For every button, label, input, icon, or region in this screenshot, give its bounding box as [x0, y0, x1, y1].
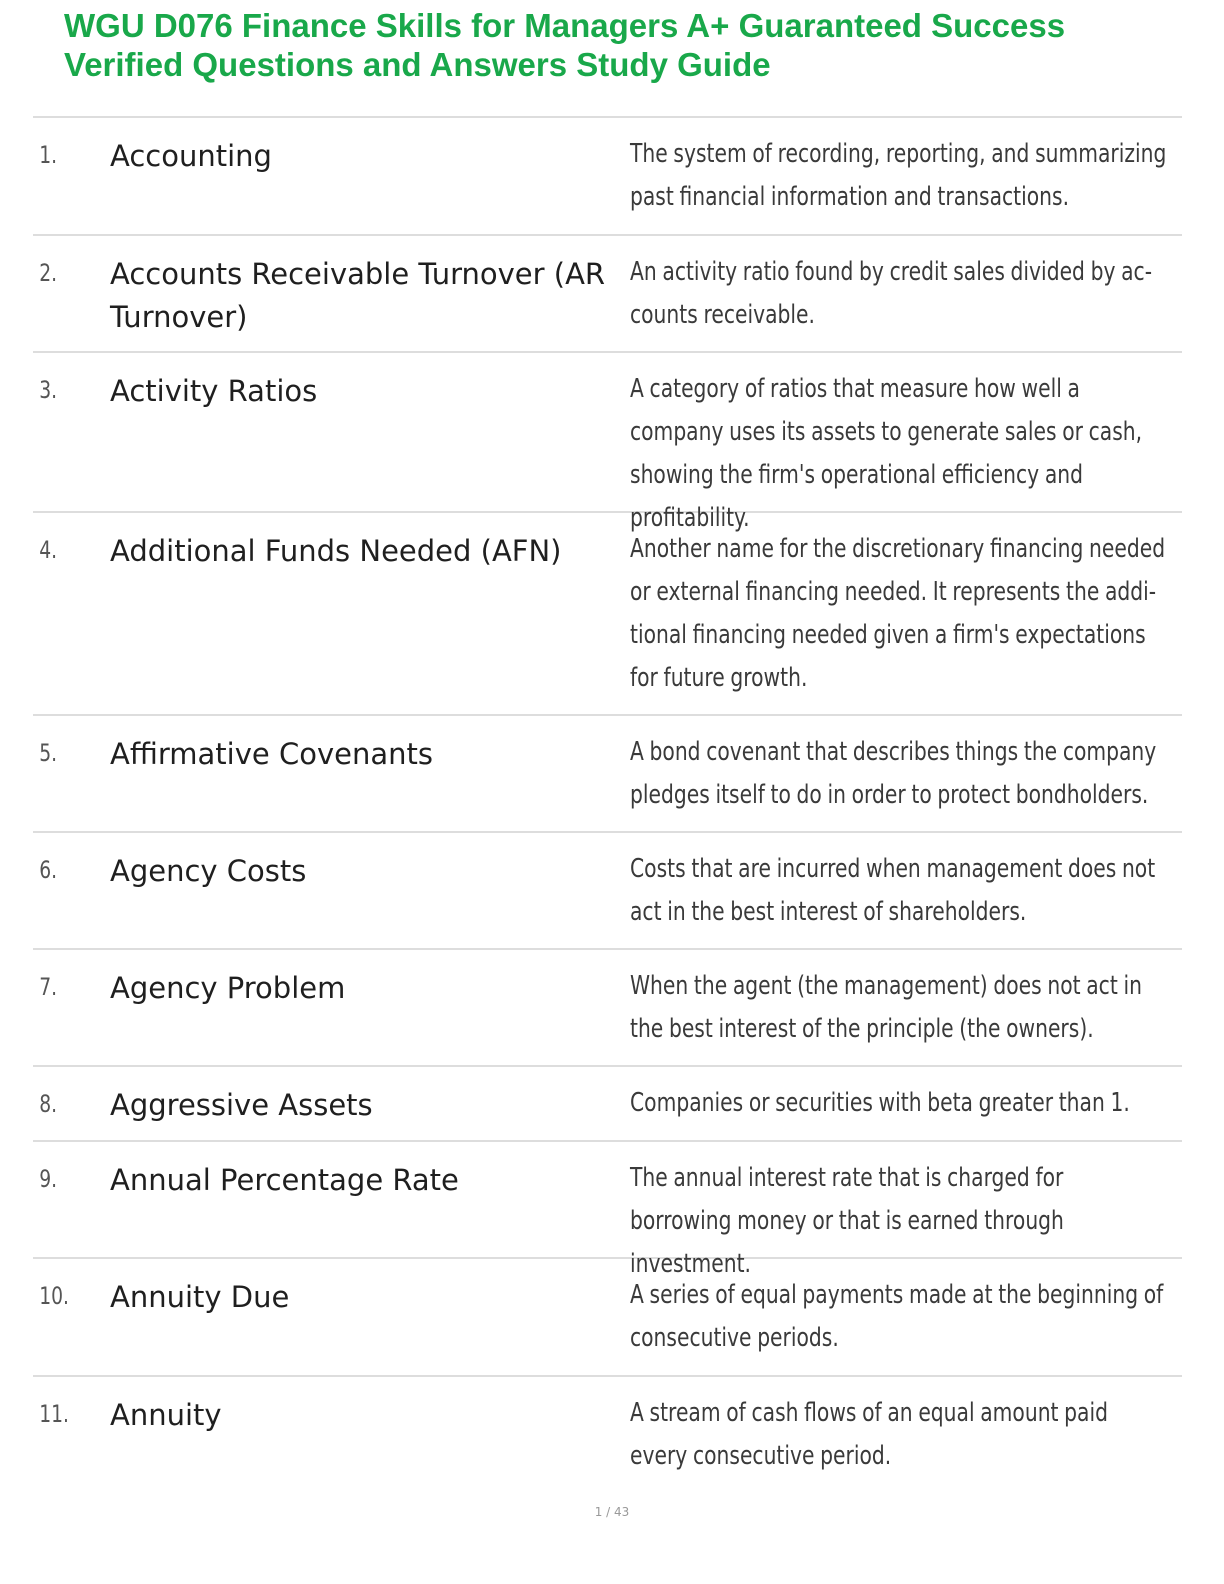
- entry-definition: The system of recording, reporting, and summarizing past financial information and transactions.: [630, 139, 1167, 212]
- glossary-row: [33, 716, 1182, 833]
- entry-term: Aggressive Assets: [110, 1088, 373, 1122]
- entry-definition: When the agent (the management) does not act in the best interest of the principle (the owners).: [630, 971, 1142, 1044]
- entry-term: Annual Percentage Rate: [110, 1163, 459, 1197]
- entry-number: 10.: [39, 1282, 70, 1310]
- entry-definition-cell: [630, 513, 1182, 714]
- glossary-row: [33, 1067, 1182, 1142]
- entry-term: Annuity Due: [110, 1280, 290, 1314]
- entry-definition-cell: [630, 833, 1182, 948]
- entry-definition-cell: [630, 1259, 1182, 1375]
- glossary-table: [33, 116, 1182, 1495]
- title-line-1: WGU D076 Finance Skills for Managers A+ Guaranteed Success: [64, 7, 1066, 44]
- entry-definition-cell: [630, 950, 1182, 1065]
- entry-number: 9.: [39, 1165, 58, 1193]
- entry-number: 2.: [39, 259, 58, 287]
- glossary-row: [33, 236, 1182, 353]
- entry-definition: Another name for the discretionary financing needed or external financing needed. It represents the addi- tional financing needed given a firm's expectations for future growth.: [630, 534, 1166, 693]
- entry-number: 6.: [39, 856, 58, 884]
- entry-number: 5.: [39, 739, 58, 767]
- entry-term: Activity Ratios: [110, 374, 318, 408]
- entry-definition: Companies or securities with beta greater than 1.: [630, 1088, 1130, 1118]
- entry-definition: The annual interest rate that is charged for borrowing money or that is earned through investment.: [630, 1163, 1064, 1279]
- glossary-row: [33, 1259, 1182, 1377]
- entry-number: 3.: [39, 376, 58, 404]
- entry-definition: An activity ratio found by credit sales divided by ac- counts receivable.: [630, 257, 1153, 330]
- glossary-row: [33, 118, 1182, 236]
- title-line-2: Verified Questions and Answers Study Guide: [64, 46, 771, 83]
- glossary-row: [33, 950, 1182, 1067]
- page-title: [64, 6, 1184, 84]
- entry-definition: A series of equal payments made at the beginning of consecutive periods.: [630, 1280, 1164, 1353]
- entry-definition-cell: [630, 716, 1182, 831]
- entry-definition-cell: [630, 353, 1182, 533]
- entry-term: Agency Costs: [110, 854, 307, 888]
- entry-definition-cell: [630, 1067, 1182, 1140]
- entry-definition-cell: [630, 1377, 1182, 1495]
- entry-term: Accounting: [110, 139, 272, 173]
- glossary-row: [33, 833, 1182, 950]
- entry-term: Affirmative Covenants: [110, 737, 433, 771]
- entry-definition-cell: [630, 118, 1182, 234]
- glossary-row: [33, 513, 1182, 716]
- glossary-row: [33, 353, 1182, 533]
- entry-term: Agency Problem: [110, 971, 346, 1005]
- page-indicator: 1 / 43: [594, 1505, 630, 1519]
- entry-number: 8.: [39, 1090, 58, 1118]
- entry-term: Accounts Receivable Turnover (AR Turnover): [110, 257, 606, 334]
- entry-number: 4.: [39, 536, 58, 564]
- entry-definition-cell: [630, 1142, 1182, 1279]
- glossary-row: [33, 1142, 1182, 1279]
- entry-number: 7.: [39, 973, 58, 1001]
- entry-term: Annuity: [110, 1398, 222, 1432]
- entry-number: 11.: [39, 1400, 70, 1428]
- entry-definition: A stream of cash flows of an equal amount paid every consecutive period.: [630, 1398, 1108, 1471]
- entry-definition: Costs that are incurred when management does not act in the best interest of shareholders.: [630, 854, 1156, 927]
- glossary-row: [33, 1377, 1182, 1495]
- entry-term: Additional Funds Needed (AFN): [110, 534, 562, 568]
- entry-definition: A category of ratios that measure how well a company uses its assets to generate sales or cash, showing the firm's operational efficiency and profitability.: [630, 374, 1143, 533]
- entry-definition-cell: [630, 236, 1182, 351]
- entry-number: 1.: [39, 141, 58, 169]
- entry-definition: A bond covenant that describes things the company pledges itself to do in order to protect bondholders.: [630, 737, 1157, 810]
